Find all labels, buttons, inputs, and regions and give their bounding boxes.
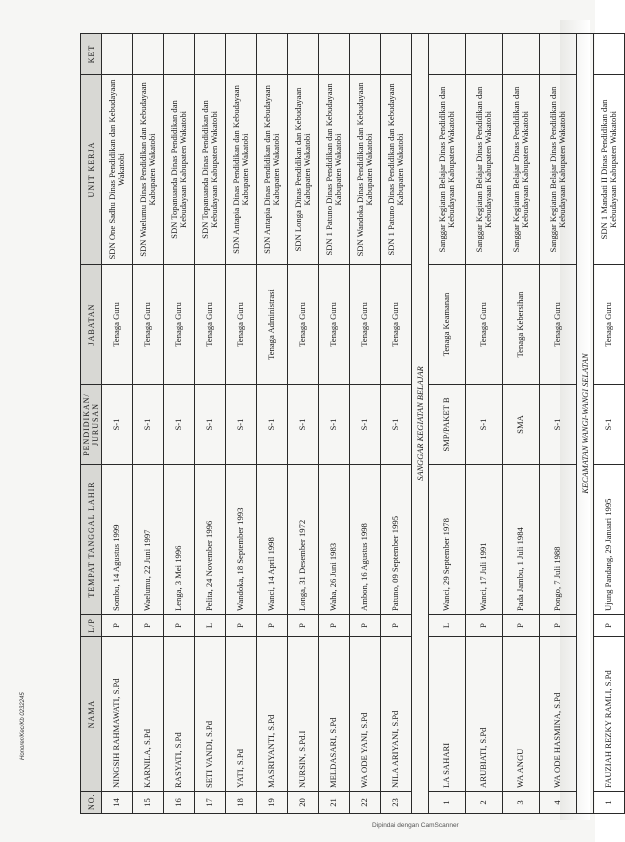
cell-nama: KARNILA, S.Pd bbox=[133, 637, 164, 792]
cell-no: 2 bbox=[466, 792, 503, 814]
cell-pendidikan: S-1 bbox=[594, 385, 625, 465]
cell-pendidikan: SMA bbox=[503, 385, 540, 465]
header-no: NO. bbox=[81, 792, 102, 814]
cell-jabatan: Tenaga Guru bbox=[350, 265, 381, 385]
scanner-watermark: Dipindai dengan CamScanner bbox=[372, 822, 459, 829]
cell-lp: P bbox=[288, 615, 319, 637]
cell-ttl: Ujung Pandang, 29 Januari 1995 bbox=[594, 465, 625, 615]
cell-nama: NILA ARIYANI, S.Pd bbox=[381, 637, 412, 792]
cell-no: 22 bbox=[350, 792, 381, 814]
cell-ket bbox=[226, 34, 257, 75]
section-title-kecamatan: KECAMATAN WANGI-WANGI SELATAN bbox=[577, 34, 594, 814]
cell-ttl: Pongo, 7 Juli 1988 bbox=[540, 465, 577, 615]
cell-ket bbox=[540, 34, 577, 75]
cell-pendidikan: S-1 bbox=[540, 385, 577, 465]
cell-jabatan: Tenaga Guru bbox=[381, 265, 412, 385]
cell-lp: P bbox=[164, 615, 195, 637]
cell-nama: MASRIYANTI, S.Pd bbox=[257, 637, 288, 792]
cell-ttl: Waha, 26 Juni 1983 bbox=[319, 465, 350, 615]
cell-jabatan: Tenaga Guru bbox=[540, 265, 577, 385]
table-row bbox=[594, 34, 625, 814]
cell-no: 20 bbox=[288, 792, 319, 814]
cell-pendidikan: S-1 bbox=[195, 385, 226, 465]
cell-nama: NINGSIH RAHMAWATI, S.Pd bbox=[102, 637, 133, 792]
cell-lp: P bbox=[540, 615, 577, 637]
rotated-document bbox=[80, 34, 619, 814]
cell-nama: MELDASARI, S.Pd bbox=[319, 637, 350, 792]
table-row bbox=[466, 34, 503, 814]
cell-pendidikan: S-1 bbox=[226, 385, 257, 465]
cell-no: 21 bbox=[319, 792, 350, 814]
cell-no: 18 bbox=[226, 792, 257, 814]
cell-pendidikan: S-1 bbox=[381, 385, 412, 465]
table-row bbox=[164, 34, 195, 814]
table-row bbox=[102, 34, 133, 814]
cell-unit-kerja: SDN 1 Patuno Dinas Pendidikan dan Kebudayaan Kabupaten Wakatobi bbox=[381, 75, 412, 265]
cell-no: 17 bbox=[195, 792, 226, 814]
cell-ttl: Sombu, 14 Agustus 1999 bbox=[102, 465, 133, 615]
footer-document-code: Honorer/Kec/Kb 0232245 bbox=[20, 692, 26, 760]
cell-ttl: Pelita, 24 November 1996 bbox=[195, 465, 226, 615]
cell-pendidikan: S-1 bbox=[466, 385, 503, 465]
cell-nama: NURSIN, S.Pd.I bbox=[288, 637, 319, 792]
cell-unit-kerja: SDN One Sadhu Dinas Pendidikan dan Kebudayaan Wakatobi bbox=[102, 75, 133, 265]
cell-jabatan: Tenaga Guru bbox=[102, 265, 133, 385]
cell-unit-kerja: Sanggar Kegiatan Belajar Dinas Pendidikan dan Kebudayaan Kabupaten Wakatobi bbox=[466, 75, 503, 265]
table-row bbox=[540, 34, 577, 814]
header-pendidikan: PENDIDIKAN/ JURUSAN bbox=[81, 385, 102, 465]
header-row bbox=[81, 34, 102, 814]
employee-table bbox=[80, 33, 625, 814]
cell-lp: P bbox=[226, 615, 257, 637]
cell-unit-kerja: Sanggar Kegiatan Belajar Dinas Pendidikan dan Kebudayaan Kabupaten Wakatobi bbox=[429, 75, 466, 265]
cell-pendidikan: S-1 bbox=[319, 385, 350, 465]
cell-unit-kerja: SDN Antapia Dinas Pendidikan dan Kebudayaan Kabupaten Wakatobi bbox=[257, 75, 288, 265]
cell-jabatan: Tenaga Guru bbox=[164, 265, 195, 385]
table-row bbox=[429, 34, 466, 814]
rows-group-c bbox=[577, 34, 625, 814]
cell-nama: WA ANGU bbox=[503, 637, 540, 792]
cell-ket bbox=[195, 34, 226, 75]
table-row bbox=[503, 34, 540, 814]
cell-nama: RASYATI, S.Pd bbox=[164, 637, 195, 792]
table-row bbox=[319, 34, 350, 814]
cell-nama: YATI, S.Pd bbox=[226, 637, 257, 792]
cell-pendidikan: S-1 bbox=[102, 385, 133, 465]
cell-jabatan: Tenaga Guru bbox=[319, 265, 350, 385]
cell-nama: ARUBIATI, S.Pd bbox=[466, 637, 503, 792]
cell-no: 1 bbox=[429, 792, 466, 814]
cell-no: 3 bbox=[503, 792, 540, 814]
table-row bbox=[350, 34, 381, 814]
cell-no: 23 bbox=[381, 792, 412, 814]
cell-ket bbox=[102, 34, 133, 75]
cell-ket bbox=[381, 34, 412, 75]
header-lp: L/P bbox=[81, 615, 102, 637]
header-jabatan: JABATAN bbox=[81, 265, 102, 385]
cell-ttl: Wanci, 17 Juli 1991 bbox=[466, 465, 503, 615]
cell-jabatan: Tenaga Guru bbox=[226, 265, 257, 385]
cell-unit-kerja: SDN Longa Dinas Pendidikan dan Kebudayaan Kabupaten Wakatobi bbox=[288, 75, 319, 265]
cell-pendidikan: S-1 bbox=[350, 385, 381, 465]
cell-ttl: Pada Jambu, 1 Juli 1984 bbox=[503, 465, 540, 615]
rows-group-a bbox=[102, 34, 412, 814]
cell-unit-kerja: SDN 1 Patuno Dinas Pendidikan dan Kebudayaan Kabupaten Wakatobi bbox=[319, 75, 350, 265]
cell-lp: P bbox=[133, 615, 164, 637]
table-row bbox=[288, 34, 319, 814]
cell-jabatan: Tenaga Kebersihan bbox=[503, 265, 540, 385]
cell-lp: P bbox=[381, 615, 412, 637]
cell-ket bbox=[429, 34, 466, 75]
cell-jabatan: Tenaga Keamanan bbox=[429, 265, 466, 385]
cell-ket bbox=[164, 34, 195, 75]
header-ttl: TEMPAT TANGGAL LAHIR bbox=[81, 465, 102, 615]
table-row bbox=[257, 34, 288, 814]
cell-no: 1 bbox=[594, 792, 625, 814]
cell-nama: FAUZIAH REZKY RAMLI, S.Pd bbox=[594, 637, 625, 792]
cell-jabatan: Tenaga Guru bbox=[288, 265, 319, 385]
cell-jabatan: Tenaga Administrasi bbox=[257, 265, 288, 385]
cell-nama: LA SAHARI bbox=[429, 637, 466, 792]
cell-ket bbox=[594, 34, 625, 75]
cell-ket bbox=[288, 34, 319, 75]
cell-unit-kerja: SDN Wandoka Dinas Pendidikan dan Kebudayaan Kabupaten Wakatobi bbox=[350, 75, 381, 265]
cell-jabatan: Tenaga Guru bbox=[466, 265, 503, 385]
cell-no: 16 bbox=[164, 792, 195, 814]
cell-lp: P bbox=[466, 615, 503, 637]
section-title-sanggar: SANGGAR KEGIATAN BELAJAR bbox=[412, 34, 429, 814]
table-row bbox=[226, 34, 257, 814]
section-heading-row bbox=[577, 34, 594, 814]
cell-no: 14 bbox=[102, 792, 133, 814]
cell-pendidikan: S-1 bbox=[288, 385, 319, 465]
cell-lp: P bbox=[319, 615, 350, 637]
cell-unit-kerja: SDN Waelumu Dinas Pendidikan dan Kebudayaan Kabupaten Wakatobi bbox=[133, 75, 164, 265]
cell-jabatan: Tenaga Guru bbox=[195, 265, 226, 385]
cell-lp: P bbox=[350, 615, 381, 637]
cell-nama: SETI VANDI, S.Pd bbox=[195, 637, 226, 792]
header-unit-kerja: UNIT KERJA bbox=[81, 75, 102, 265]
cell-lp: P bbox=[503, 615, 540, 637]
cell-ket bbox=[503, 34, 540, 75]
cell-lp: L bbox=[195, 615, 226, 637]
cell-unit-kerja: SDN Topanuanda Dinas Pendidikan dan Kebudayaan Kabupaten Wakatobi bbox=[195, 75, 226, 265]
cell-lp: P bbox=[102, 615, 133, 637]
cell-pendidikan: S-1 bbox=[133, 385, 164, 465]
cell-unit-kerja: SDN Topanuanda Dinas Pendidikan dan Kebudayaan Kabupaten Wakatobi bbox=[164, 75, 195, 265]
cell-unit-kerja: SDN Antapia Dinas Pendidikan dan Kebudayaan Kabupaten Wakatobi bbox=[226, 75, 257, 265]
cell-ket bbox=[133, 34, 164, 75]
cell-ket bbox=[257, 34, 288, 75]
cell-ket bbox=[319, 34, 350, 75]
cell-unit-kerja: Sanggar Kegiatan Belajar Dinas Pendidikan dan Kebudayaan Kabupaten Wakatobi bbox=[540, 75, 577, 265]
cell-no: 19 bbox=[257, 792, 288, 814]
cell-nama: WA ODE HASMINA, S.Pd bbox=[540, 637, 577, 792]
cell-pendidikan: S-1 bbox=[164, 385, 195, 465]
cell-nama: WA ODE YANI, S.Pd bbox=[350, 637, 381, 792]
cell-unit-kerja: Sanggar Kegiatan Belajar Dinas Pendidikan dan Kebudayaan Kabupaten Wakatobi bbox=[503, 75, 540, 265]
cell-lp: L bbox=[429, 615, 466, 637]
header-ket: KET bbox=[81, 34, 102, 75]
cell-ttl: Longa, 31 Desember 1972 bbox=[288, 465, 319, 615]
cell-pendidikan: S-1 bbox=[257, 385, 288, 465]
cell-ttl: Patuno, 09 September 1995 bbox=[381, 465, 412, 615]
cell-ttl: Wandoka, 18 September 1993 bbox=[226, 465, 257, 615]
section-heading-row bbox=[412, 34, 429, 814]
cell-ket bbox=[350, 34, 381, 75]
cell-unit-kerja: SDN 1 Mandati II Dinas Pendidikan dan Kebudayaan Kabupaten Wakatobi bbox=[594, 75, 625, 265]
cell-ttl: Wanci, 29 September 1978 bbox=[429, 465, 466, 615]
cell-lp: P bbox=[257, 615, 288, 637]
table-row bbox=[195, 34, 226, 814]
cell-jabatan: Tenaga Guru bbox=[133, 265, 164, 385]
cell-ttl: Lenga, 3 Mei 1996 bbox=[164, 465, 195, 615]
cell-ttl: Waelumu, 22 Juni 1997 bbox=[133, 465, 164, 615]
cell-no: 15 bbox=[133, 792, 164, 814]
header-nama: NAMA bbox=[81, 637, 102, 792]
cell-jabatan: Tenaga Guru bbox=[594, 265, 625, 385]
cell-ttl: Wanci, 14 April 1998 bbox=[257, 465, 288, 615]
cell-ttl: Ambon, 16 Agustus 1998 bbox=[350, 465, 381, 615]
rows-group-b bbox=[412, 34, 577, 814]
table-row bbox=[133, 34, 164, 814]
cell-ket bbox=[466, 34, 503, 75]
cell-no: 4 bbox=[540, 792, 577, 814]
cell-lp: P bbox=[594, 615, 625, 637]
table-row bbox=[381, 34, 412, 814]
cell-pendidikan: SMP/PAKET B bbox=[429, 385, 466, 465]
